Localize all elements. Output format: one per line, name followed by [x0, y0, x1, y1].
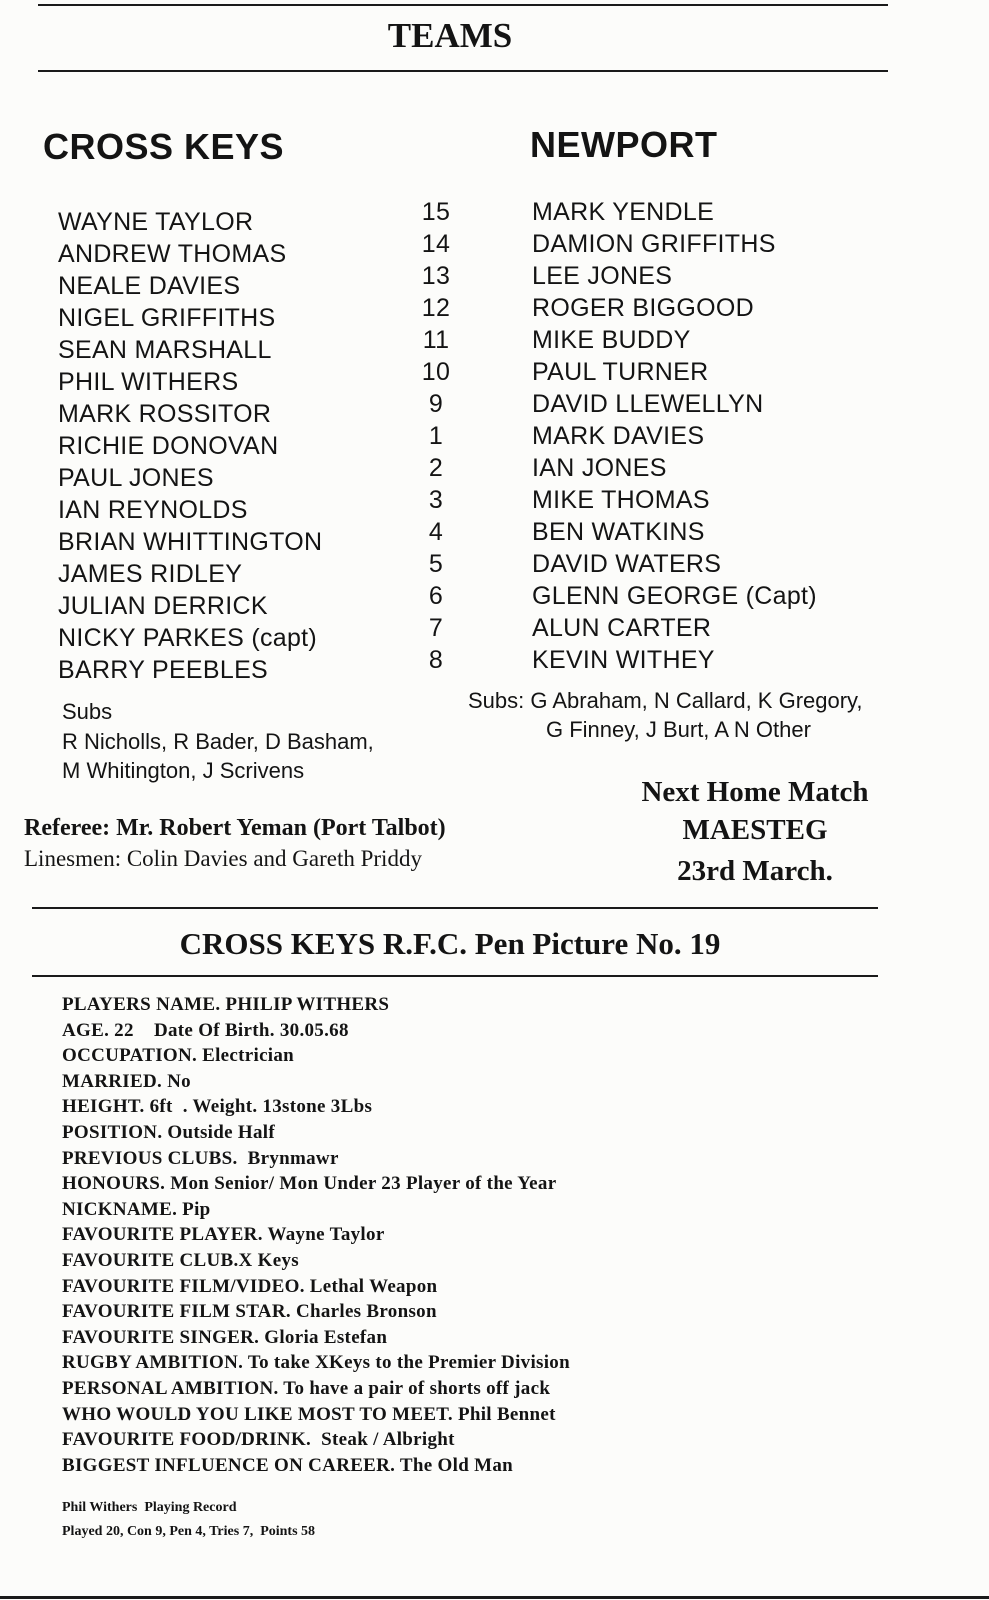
position-number: 12 — [421, 294, 451, 322]
away-player: ROGER BIGGOOD — [532, 294, 754, 322]
home-player: ANDREW THOMAS — [58, 240, 287, 268]
home-subs-line2: M Whitington, J Scrivens — [62, 758, 305, 783]
position-number: 13 — [421, 262, 451, 290]
pen-picture-top-rule — [32, 907, 878, 909]
home-player: JULIAN DERRICK — [58, 592, 268, 620]
home-player: PHIL WITHERS — [58, 368, 239, 396]
pen-picture-line: RUGBY AMBITION. To take XKeys to the Premier Division — [62, 1352, 570, 1374]
home-player: JAMES RIDLEY — [58, 560, 243, 588]
bottom-rule — [0, 1596, 989, 1599]
position-number: 8 — [428, 646, 444, 674]
away-player: ALUN CARTER — [532, 614, 712, 642]
position-number: 14 — [421, 230, 451, 258]
away-subs-line2: G Finney, J Burt, A N Other — [546, 717, 811, 742]
pen-picture-line: NICKNAME. Pip — [62, 1198, 211, 1220]
position-number: 5 — [428, 550, 444, 578]
position-number: 10 — [421, 358, 451, 386]
home-player: NIGEL GRIFFITHS — [58, 304, 276, 332]
pen-picture-line: POSITION. Outside Half — [62, 1122, 275, 1143]
playing-record-stats: Played 20, Con 9, Pen 4, Tries 7, Points 58 — [62, 1524, 316, 1539]
pen-picture-line: PERSONAL AMBITION. To have a pair of shorts off jack — [62, 1378, 551, 1399]
position-number: 15 — [421, 198, 451, 226]
pen-picture-line: MARRIED. No — [62, 1070, 191, 1092]
pen-picture-title: CROSS KEYS R.F.C. Pen Picture No. 19 — [179, 926, 721, 961]
pen-picture-line: FAVOURITE FILM/VIDEO. Lethal Weapon — [62, 1275, 438, 1297]
home-player: IAN REYNOLDS — [58, 496, 248, 524]
position-number: 7 — [428, 614, 444, 642]
away-player: MARK YENDLE — [532, 198, 715, 226]
pen-picture-line: FAVOURITE SINGER. Gloria Estefan — [62, 1326, 388, 1348]
home-player: WAYNE TAYLOR — [58, 208, 254, 236]
pen-picture-line: AGE. 22 Date Of Birth. 30.05.68 — [62, 1019, 349, 1041]
away-player: KEVIN WITHEY — [532, 646, 715, 674]
away-player: MIKE THOMAS — [532, 486, 710, 514]
pen-picture-line: OCCUPATION. Electrician — [62, 1045, 295, 1067]
away-player: DAMION GRIFFITHS — [532, 230, 776, 258]
home-player: BARRY PEEBLES — [58, 656, 269, 684]
away-player: IAN JONES — [532, 454, 667, 482]
next-match-opponent: MAESTEG — [682, 814, 828, 846]
pen-picture-line: HONOURS. Mon Senior/ Mon Under 23 Player of the Year — [62, 1173, 557, 1195]
position-number: 11 — [422, 326, 450, 354]
pen-picture-bottom-rule — [32, 975, 878, 977]
pen-picture-line: FAVOURITE FOOD/DRINK. Steak / Albright — [62, 1429, 455, 1451]
away-player: DAVID LLEWELLYN — [532, 390, 764, 418]
pen-picture-line: PLAYERS NAME. PHILIP WITHERS — [62, 994, 390, 1015]
pen-picture-line: FAVOURITE PLAYER. Wayne Taylor — [62, 1224, 385, 1246]
top-rule — [38, 4, 888, 6]
away-player: PAUL TURNER — [532, 358, 709, 386]
next-match-heading: Next Home Match — [641, 776, 869, 808]
home-player: RICHIE DONOVAN — [58, 432, 279, 460]
referee: Referee: Mr. Robert Yeman (Port Talbot) — [24, 815, 446, 841]
pen-picture-line: HEIGHT. 6ft . Weight. 13stone 3Lbs — [62, 1096, 373, 1118]
home-player: NICKY PARKES (capt) — [58, 624, 318, 652]
position-number: 9 — [428, 390, 444, 418]
pen-picture-line: FAVOURITE FILM STAR. Charles Bronson — [62, 1301, 437, 1323]
playing-record-title: Phil Withers Playing Record — [62, 1500, 237, 1515]
pen-picture-line: BIGGEST INFLUENCE ON CAREER. The Old Man — [62, 1454, 514, 1476]
position-number: 1 — [428, 422, 444, 450]
away-player: BEN WATKINS — [532, 518, 705, 546]
home-player: BRIAN WHITTINGTON — [58, 528, 323, 556]
position-number: 6 — [428, 582, 444, 610]
page-title: TEAMS — [387, 16, 513, 55]
home-player: SEAN MARSHALL — [58, 336, 272, 364]
position-number: 4 — [428, 518, 444, 546]
pen-picture-line: WHO WOULD YOU LIKE MOST TO MEET. Phil Bennet — [62, 1403, 556, 1425]
away-team-name: NEWPORT — [530, 124, 718, 165]
next-match-date: 23rd March. — [677, 855, 833, 887]
home-team-name: CROSS KEYS — [43, 126, 285, 167]
pen-picture-line: FAVOURITE CLUB.X Keys — [62, 1250, 299, 1271]
away-player: MIKE BUDDY — [532, 326, 691, 354]
away-player: DAVID WATERS — [532, 550, 722, 578]
home-player: NEALE DAVIES — [58, 272, 241, 300]
title-rule — [38, 70, 888, 72]
pen-picture-line: PREVIOUS CLUBS. Brynmawr — [62, 1147, 339, 1169]
position-number: 3 — [428, 486, 444, 514]
home-subs-line1: R Nicholls, R Bader, D Basham, — [62, 729, 374, 754]
home-player: PAUL JONES — [58, 464, 214, 492]
away-subs-line1: Subs: G Abraham, N Callard, K Gregory, — [468, 688, 863, 713]
away-player: GLENN GEORGE (Capt) — [532, 582, 817, 610]
away-player: MARK DAVIES — [532, 422, 705, 450]
home-subs-label: Subs — [62, 699, 113, 724]
linesmen: Linesmen: Colin Davies and Gareth Priddy — [24, 846, 422, 871]
home-player: MARK ROSSITOR — [58, 400, 272, 428]
position-number: 2 — [428, 454, 444, 482]
away-player: LEE JONES — [532, 262, 673, 290]
